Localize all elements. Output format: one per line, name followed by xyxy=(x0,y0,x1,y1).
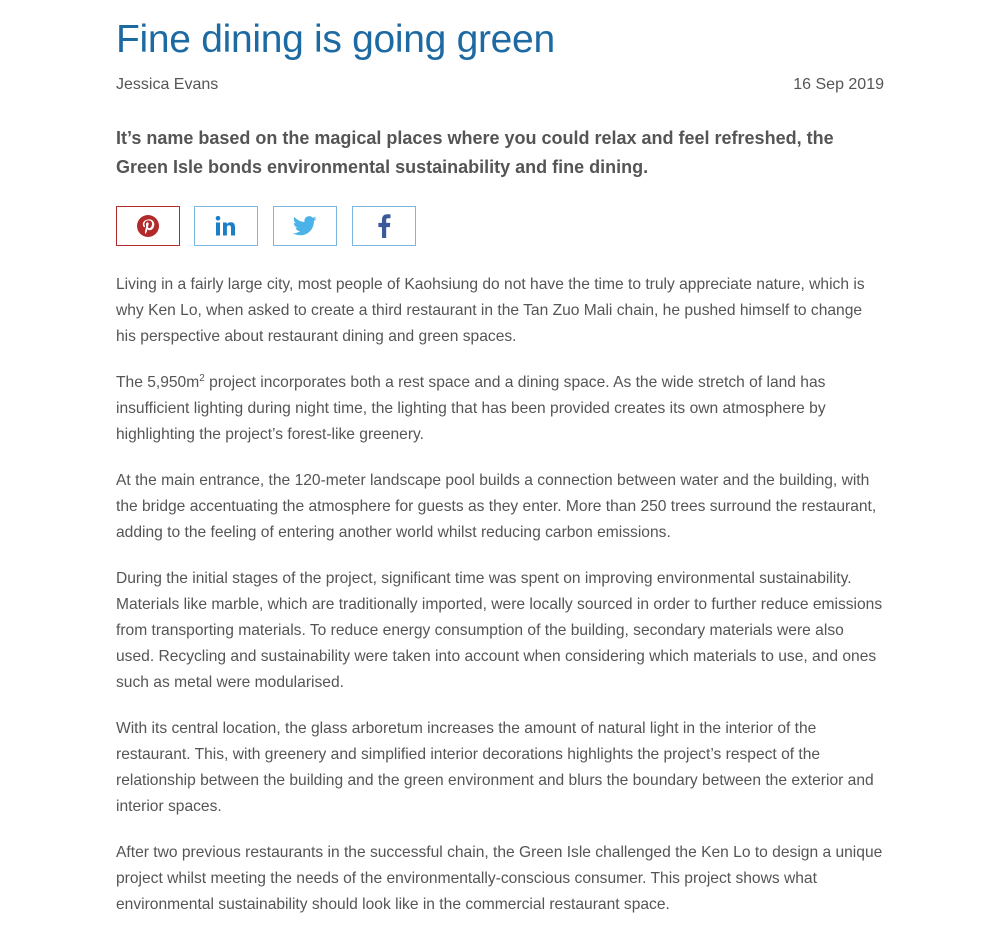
author-name: Jessica Evans xyxy=(116,76,219,93)
twitter-icon xyxy=(293,216,317,236)
paragraph: The $5,950m^2$ project incorporates both a rest space and a dining space. As the wide stretch of land has insufficient lighting during night time, the lighting that has been provided creates its own atmosphere by highlighting the project’s forest-like greenery. xyxy=(116,373,826,443)
publish-date: 16 Sep 2019 xyxy=(793,76,884,93)
share-pinterest-button[interactable] xyxy=(116,206,180,246)
article-lede: It’s name based on the magical places where you could relax and feel refreshed, the Green Isle bonds environmental sustainability and fine dining. xyxy=(116,128,834,177)
paragraph: Living in a fairly large city, most people of Kaohsiung do not have the time to truly appreciate nature, which is why Ken Lo, when asked to create a third restaurant in the Tan Zuo Mali chain, he pushed himself to change his perspective about restaurant dining and green spaces. xyxy=(116,276,865,345)
paragraph: At the main entrance, the 120-meter landscape pool builds a connection between water and the building, with the bridge accentuating the atmosphere for guests as they enter. More than 250 trees surround the restaurant, adding to the feeling of entering another world whilst reducing carbon emissions. xyxy=(116,472,877,541)
share-facebook-button[interactable] xyxy=(352,206,416,246)
paragraph: With its central location, the glass arboretum increases the amount of natural light in the interior of the restaurant. This, with greenery and simplified interior decorations highlights the project’s respect of the relationship between the building and the green environment and blurs the boundary between the exterior and interior spaces. xyxy=(116,720,874,815)
paragraph: After two previous restaurants in the successful chain, the Green Isle challenged the Ken Lo to design a unique project whilst meeting the needs of the environmentally-conscious consumer. This project shows what environmental sustainability should look like in the commercial restaurant space. xyxy=(116,844,883,913)
share-linkedin-button[interactable] xyxy=(194,206,258,246)
article-body xyxy=(116,272,884,938)
share-twitter-button[interactable] xyxy=(273,206,337,246)
facebook-icon xyxy=(377,214,391,238)
linkedin-icon xyxy=(215,215,237,237)
article-title: Fine dining is going green xyxy=(116,18,555,61)
paragraph: During the initial stages of the project, significant time was spent on improving environmental sustainability. Materials like marble, which are traditionally imported, were locally sourced in order to further reduce emissions from transporting materials. To reduce energy consumption of the building, secondary materials were also used. Recycling and sustainability were taken into account when considering which materials to use, and ones such as metal were modularised. xyxy=(116,570,883,691)
pinterest-icon xyxy=(136,214,160,238)
